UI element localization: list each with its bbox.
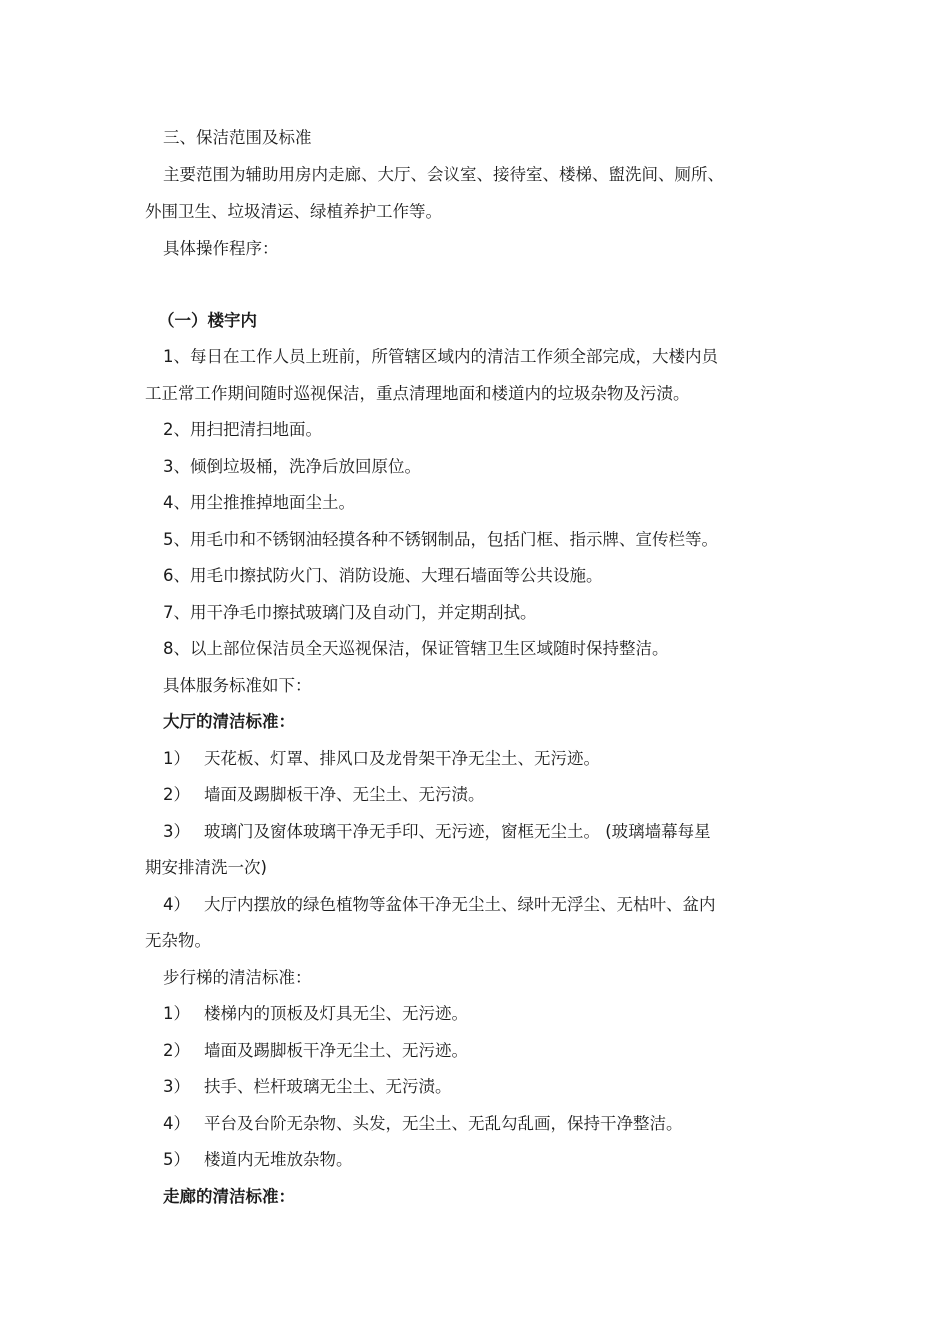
hall-item-1-text: 天花板、灯罩、排风口及龙骨架干净无尘土、无污迹。 [204,749,600,768]
corridor-heading: 走廊的清洁标准： [163,1187,295,1206]
stairs-item-5-num: 5） [163,1150,190,1169]
subheading-building: （一）楼宇内 [158,311,257,330]
stairs-item-4-text: 平台及台阶无杂物、头发，无尘土、无乱勾乱画，保持干净整洁。 [204,1114,683,1133]
step-2: 2、用扫把清扫地面。 [163,420,322,439]
hall-item-4-num: 4） [163,895,190,914]
stairs-item-3-text: 扶手、栏杆玻璃无尘土、无污渍。 [204,1077,452,1096]
procedure-label: 具体操作程序： [163,239,279,258]
stairs-item-1-text: 楼梯内的顶板及灯具无尘、无污迹。 [204,1004,468,1023]
hall-heading: 大厅的清洁标准： [163,712,295,731]
hall-item-1-num: 1） [163,749,190,768]
stairs-heading: 步行梯的清洁标准： [163,968,312,987]
step-8: 8、以上部位保洁员全天巡视保洁，保证管辖卫生区域随时保持整洁。 [163,639,669,658]
stairs-item-2 [163,1039,468,1063]
stairs-item-2-text: 墙面及踢脚板干净无尘土、无污迹。 [204,1041,468,1060]
stairs-item-1-num: 1） [163,1004,190,1023]
stairs-item-1 [163,1002,468,1026]
step-4: 4、用尘推推掉地面尘土。 [163,493,355,512]
stairs-item-4 [163,1112,683,1136]
hall-item-4-text: 大厅内摆放的绿色植物等盆体干净无尘土、绿叶无浮尘、无枯叶、盆内 [204,895,716,914]
hall-item-1 [163,747,600,771]
hall-item-4 [163,893,716,917]
stairs-item-4-num: 4） [163,1114,190,1133]
hall-item-3-num: 3） [163,822,190,841]
stairs-item-2-num: 2） [163,1041,190,1060]
step-5: 5、用毛巾和不锈钢油轻摸各种不锈钢制品，包括门框、指示牌、宣传栏等。 [163,530,718,549]
step-1-line-1: 1、每日在工作人员上班前，所管辖区域内的清洁工作须全部完成，大楼内员 [163,347,718,366]
section-title: 三、保洁范围及标准 [163,128,312,147]
hall-item-3 [163,820,711,844]
hall-item-3-text: 玻璃门及窗体玻璃干净无手印、无污迹，窗框无尘土。 (玻璃墙幕每星 [204,822,711,841]
stairs-item-5-text: 楼道内无堆放杂物。 [204,1150,353,1169]
step-3: 3、倾倒垃圾桶，洗净后放回原位。 [163,457,421,476]
scope-line-2: 外围卫生、垃圾清运、绿植养护工作等。 [145,202,442,221]
stairs-item-3-num: 3） [163,1077,190,1096]
stairs-item-3 [163,1075,452,1099]
step-1-line-2: 工正常工作期间随时巡视保洁，重点清理地面和楼道内的垃圾杂物及污渍。 [145,384,690,403]
hall-item-3-line-2: 期安排清洗一次) [145,858,267,877]
hall-item-4-line-2: 无杂物。 [145,931,211,950]
scope-line-1: 主要范围为辅助用房内走廊、大厅、会议室、接待室、楼梯、盥洗间、厕所、 [163,165,724,184]
step-7: 7、用干净毛巾擦拭玻璃门及自动门，并定期刮拭。 [163,603,537,622]
step-6: 6、用毛巾擦拭防火门、消防设施、大理石墙面等公共设施。 [163,566,603,585]
hall-item-2 [163,783,485,807]
service-label: 具体服务标准如下： [163,676,312,695]
stairs-item-5 [163,1148,353,1172]
hall-item-2-num: 2） [163,785,190,804]
hall-item-2-text: 墙面及踢脚板干净、无尘土、无污渍。 [204,785,485,804]
